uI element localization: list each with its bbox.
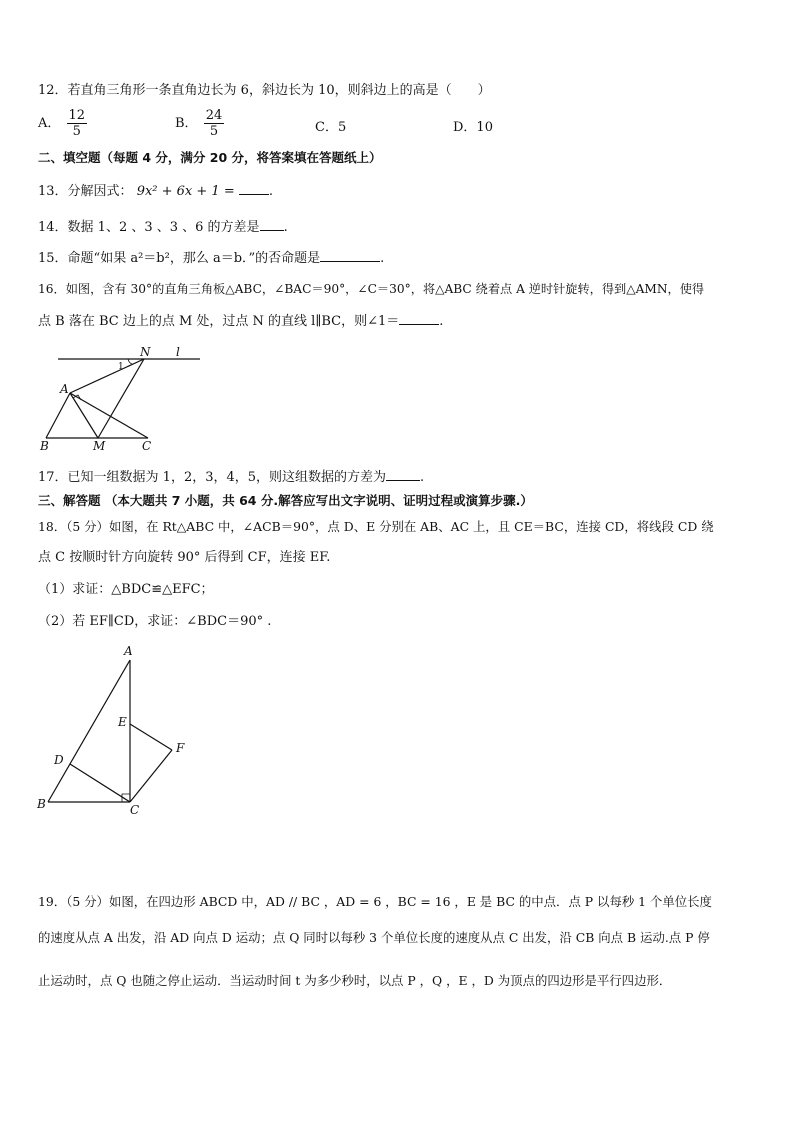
q16-label-N: N	[140, 345, 151, 359]
q12-option-a-label: A．	[38, 116, 61, 131]
q18-line-2: 点 C 按顺时针方向旋转 90° 后得到 CF，连接 EF.	[38, 550, 331, 565]
q19-line-3: 止运动时，点 Q 也随之停止运动．当运动时间 t 为多少秒时，以点 P ，Q ，E ，D 为顶点的四边形是平行四边形．	[38, 973, 672, 988]
q12-option-a	[38, 108, 89, 139]
q13-suffix: .	[268, 184, 273, 199]
q14-suffix: .	[283, 220, 288, 235]
q12-option-a-numerator: 12	[68, 108, 86, 123]
q16-label-A: A	[60, 382, 69, 396]
q12-option-b	[175, 108, 226, 139]
q19-line-2: 的速度从点 A 出发，沿 AD 向点 D 运动；点 Q 同时以每秒 3 个单位长度的速度从点 C 出发，沿 CB 向点 B 运动.点 P 停	[38, 930, 710, 945]
q15-text: 15．命题“如果 a²＝b²，那么 a＝b．”的否命题是	[38, 251, 321, 266]
q16-label-B: B	[40, 439, 49, 453]
q19-line-1: 19．（5 分）如图，在四边形 ABCD 中，AD // BC ，AD = 6 ，BC = 16 ，E 是 BC 的中点．点 P 以每秒 1 个单位长度	[38, 894, 712, 909]
q14-answer-blank	[260, 218, 284, 231]
section-2-heading: 二、填空题（每题 4 分，满分 20 分，将答案填在答题纸上）	[38, 150, 382, 165]
q16-segment-AM	[70, 393, 98, 438]
q12-option-b-fraction	[204, 108, 225, 139]
q12-option-d: D．10	[453, 120, 493, 135]
q18-label-A: A	[124, 644, 133, 658]
q18-label-B: B	[37, 797, 46, 811]
q16-label-C: C	[142, 439, 152, 453]
q16-answer-blank	[399, 312, 439, 325]
q12-option-c: C．5	[315, 120, 347, 135]
q17-answer-blank	[386, 468, 420, 481]
q17-text: 17．已知一组数据为 1，2，3，4，5，则这组数据的方差为	[38, 470, 387, 485]
q18-segment-EF	[130, 724, 172, 750]
q16-segment-AB	[46, 393, 70, 438]
q12-stem: 12．若直角三角形一条直角边长为 6，斜边长为 10，则斜边上的高是（ ）	[38, 83, 491, 98]
q13	[38, 182, 273, 201]
q15-suffix: .	[380, 251, 385, 266]
q18-segment-DC	[70, 764, 130, 802]
q17	[38, 468, 424, 487]
q18-segment-AB	[48, 660, 130, 802]
q16-label-M: M	[93, 439, 106, 453]
q13-prefix: 13．分解因式：	[38, 184, 133, 199]
q16-segment-AC	[70, 393, 148, 438]
q16-label-1: 1	[118, 362, 124, 372]
q15	[38, 249, 384, 268]
q18-figure	[34, 640, 194, 820]
q16-segment-AN	[70, 359, 144, 393]
q18-sub-1: （1）求证：△BDC≌△EFC；	[38, 582, 214, 597]
q17-suffix: .	[420, 470, 425, 485]
q13-expression: 9x² + 6x + 1 =	[136, 184, 235, 199]
q12-option-b-denominator: 5	[209, 124, 219, 139]
q14	[38, 218, 288, 237]
q12-option-a-denominator: 5	[72, 124, 81, 139]
q18-label-E: E	[118, 715, 127, 729]
q16-label-l: l	[176, 345, 180, 359]
q18-label-F: F	[176, 741, 185, 755]
q18-line-1: 18．（5 分）如图，在 Rt△ABC 中，∠ACB＝90°，点 D、E 分别在 AB、AC 上，且 CE＝BC，连接 CD，将线段 CD 绕	[38, 519, 714, 534]
q16-line-1: 16．如图，含有 30°的直角三角板△ABC，∠BAC＝90°，∠C＝30°，将△ABC 绕着点 A 逆时针旋转，得到△AMN，使得	[38, 282, 705, 296]
q16-line-2-text: 点 B 落在 BC 边上的点 M 处，过点 N 的直线 l∥BC，则∠1＝	[38, 314, 400, 329]
q12-option-a-fraction	[67, 108, 88, 139]
q18-segment-FC	[130, 750, 172, 802]
q15-answer-blank	[320, 249, 380, 262]
q12-option-b-numerator: 24	[205, 108, 223, 123]
q18-sub-2: （2）若 EF∥CD，求证：∠BDC＝90° .	[38, 614, 272, 629]
section-3-heading: 三、解答题 （本大题共 7 小题，共 64 分.解答应写出文字说明、证明过程或演算步骤.）	[38, 493, 533, 508]
q18-label-D: D	[54, 753, 64, 767]
q18-label-C: C	[130, 803, 140, 817]
q16-suffix: .	[439, 314, 444, 329]
q16-angle-1-arc	[128, 359, 132, 364]
q16-line-2	[38, 312, 443, 331]
q14-text: 14．数据 1、2 、3 、3 、6 的方差是	[38, 220, 260, 235]
q13-answer-blank	[239, 182, 269, 195]
q16-figure	[36, 342, 206, 454]
q12-option-b-label: B．	[175, 116, 198, 131]
